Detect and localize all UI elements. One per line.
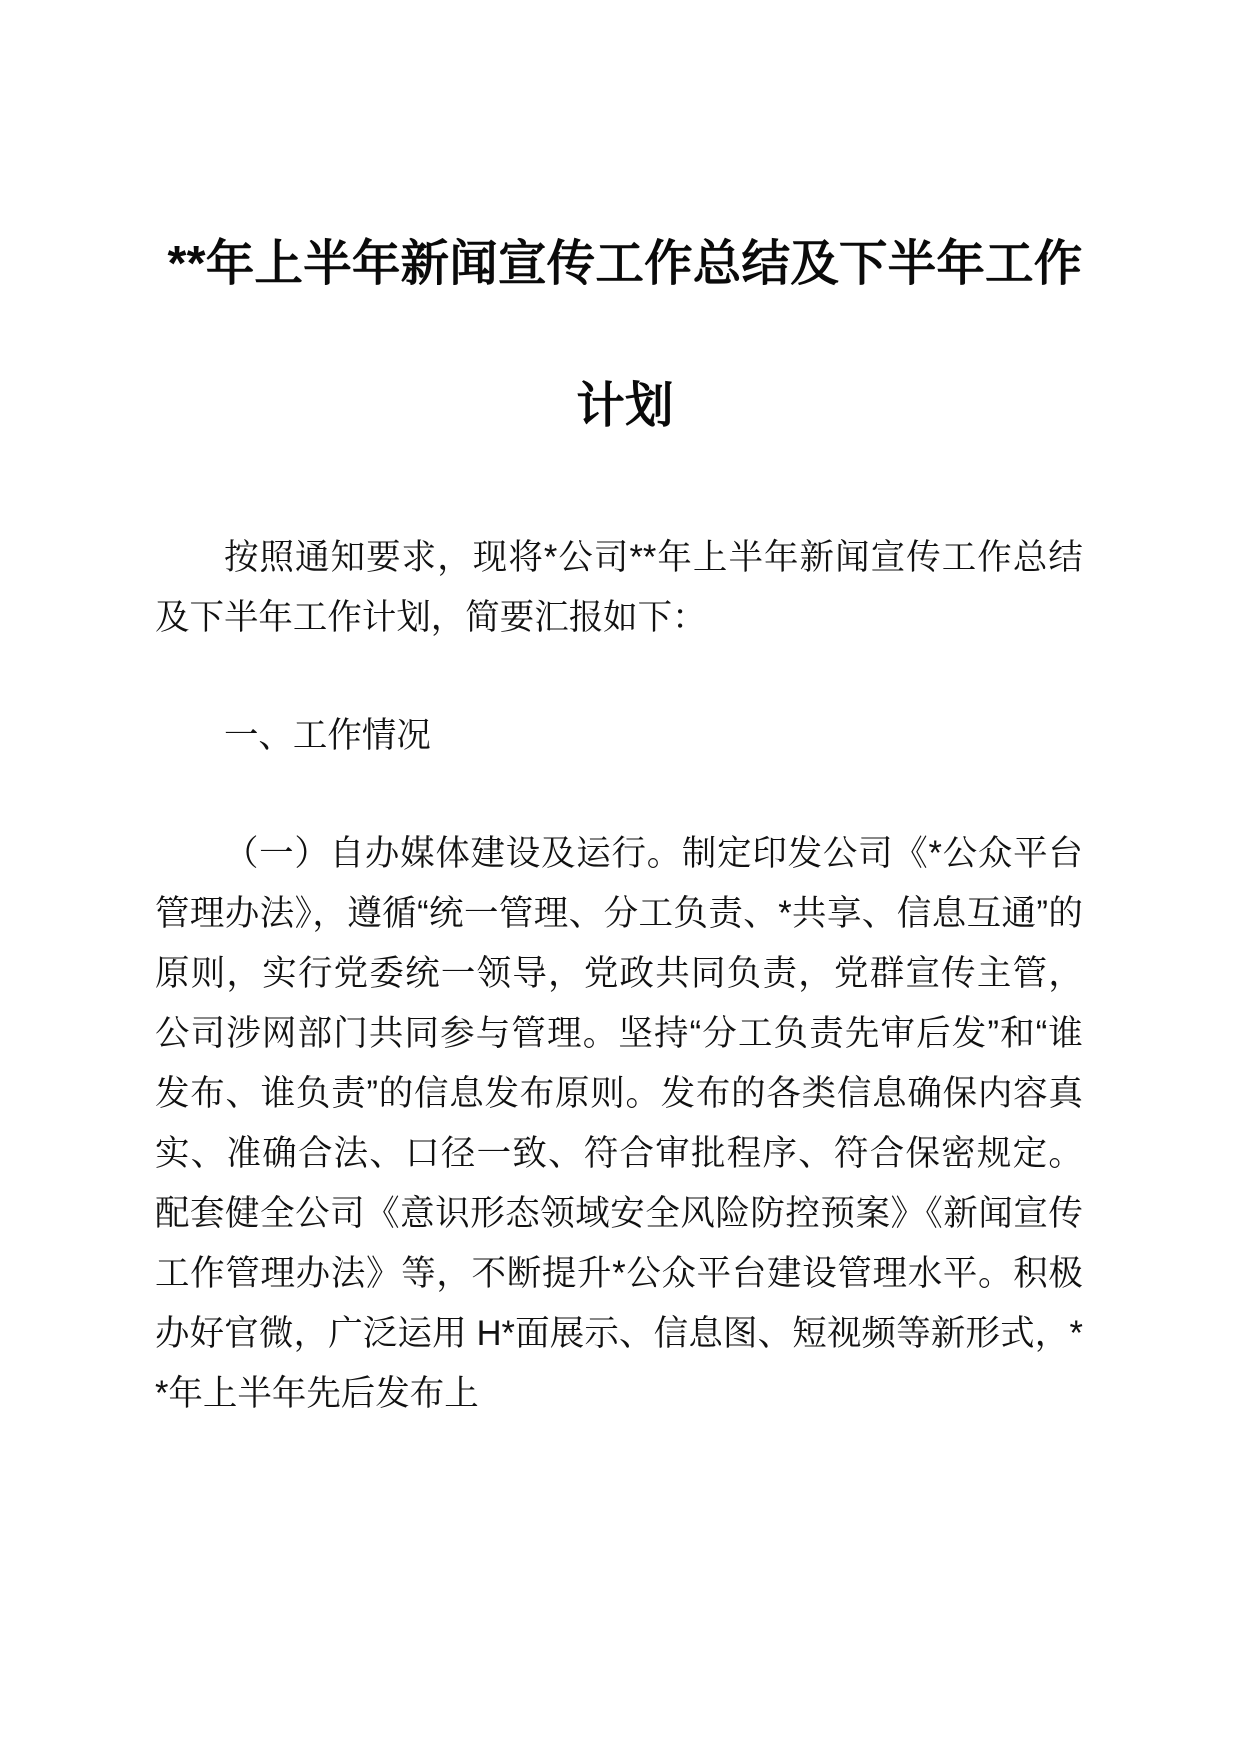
section-heading-work-situation: 一、工作情况 — [223, 716, 431, 755]
paragraph-subsection-self-run-media: （一）自办媒体建设及运行。制定印发公司《*公众平台管理办法》，遵循“统一管理、分工负责、*共享、信息互通”的原则，实行党委统一领导，党政共同负责，党群宣传主管，公司涉网部门共同参与管理。坚持“分工负责先审后发”和“谁发布、谁负责”的信息发布原则。发布的各类信息确保内容真实、准确合法、口径一致、符合审批程序、符合保密规定。配套健全公司《意识形态领域安全风险防控预案》《新闻宣传工作管理办法》等，不断提升*公众平台建设管理水平。积极办好官微，广泛运用 H*面展示、信息图、短视频等新形式，**年上半年先后发布上 — [155, 834, 1083, 1413]
paragraph-intro: 按照通知要求，现将*公司**年上半年新闻宣传工作总结及下半年工作计划，简要汇报如下： — [155, 538, 1083, 637]
page-title: **年上半年新闻宣传工作总结及下半年工作计划 — [167, 236, 1083, 433]
document-body — [155, 528, 1097, 1424]
